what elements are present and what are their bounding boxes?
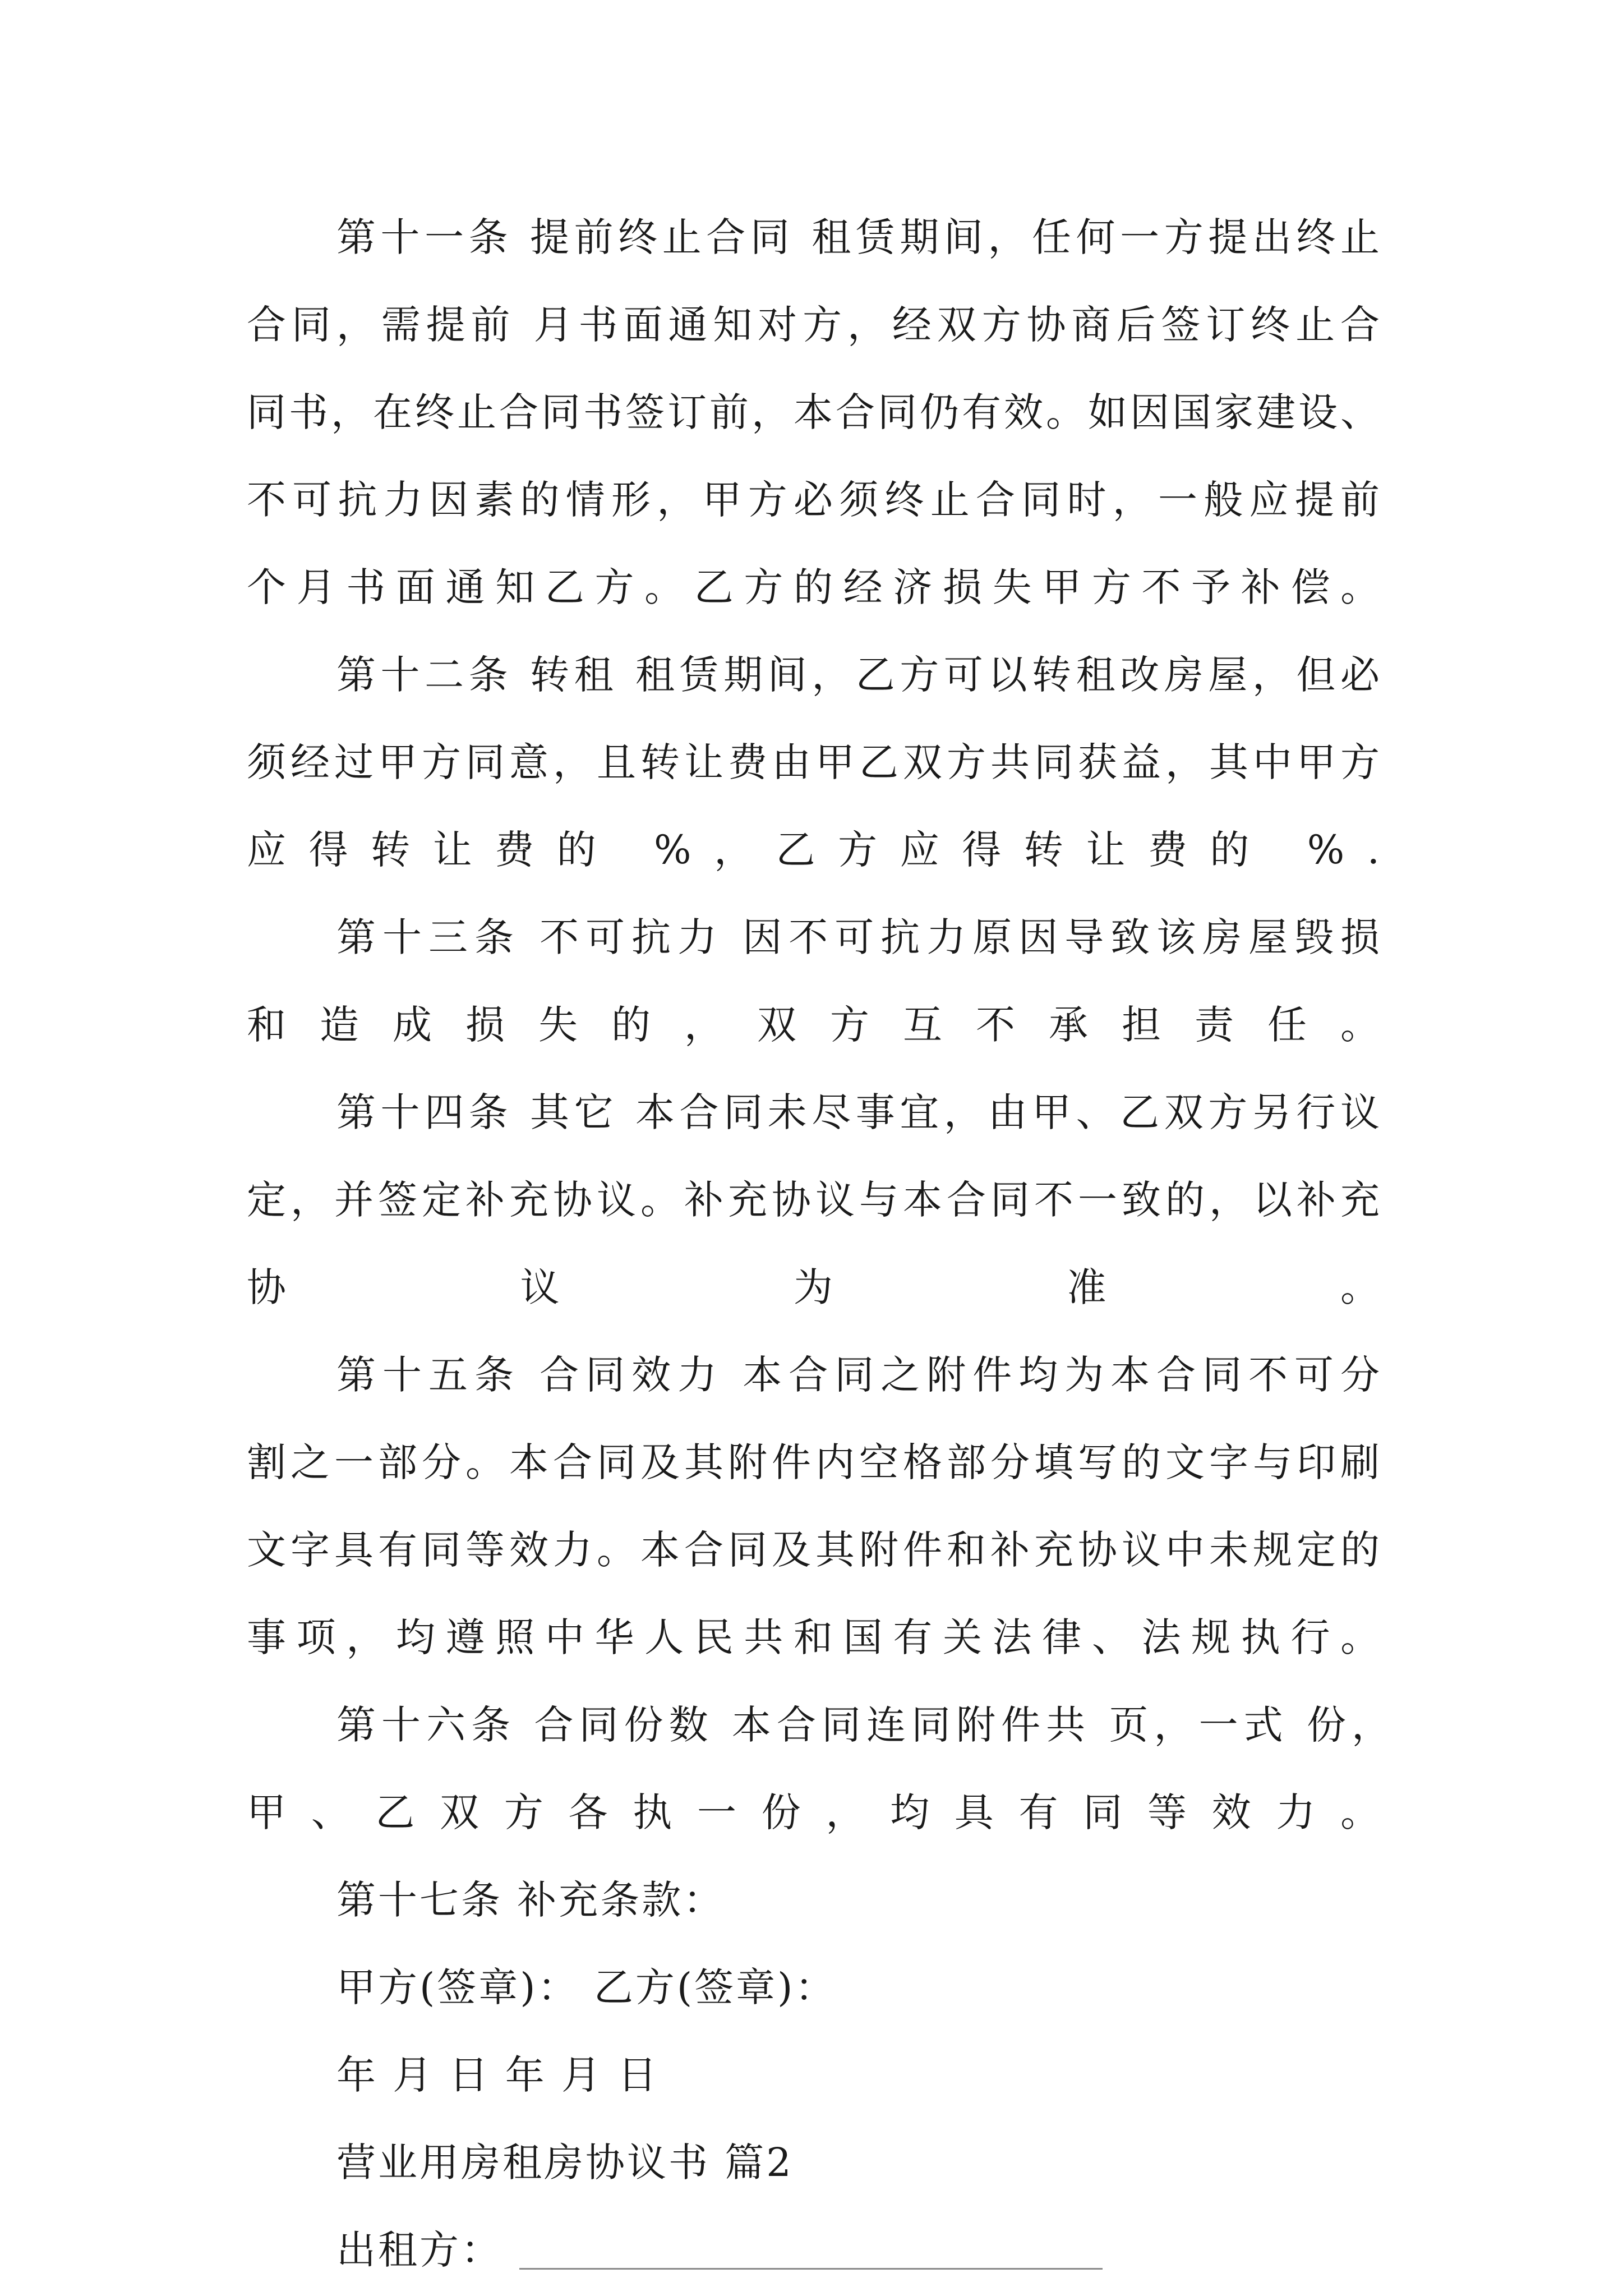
text-line: 第十一条 提前终止合同 租赁期间，任何一方提出终止 xyxy=(336,214,1385,260)
text-line: 第十四条 其它 本合同未尽事宜，由甲、乙双方另行议 xyxy=(336,1089,1385,1135)
text-line: 个月书面通知乙方。乙方的经济损失甲方不予补偿。 xyxy=(247,564,1390,610)
text-line: 同书，在终止合同书签订前，本合同仍有效。如因国家建设、 xyxy=(247,389,1382,435)
text-line: 割之一部分。本合同及其附件内空格部分填写的文字与印刷 xyxy=(247,1439,1384,1485)
text-line: 协议为准。 xyxy=(247,1264,1614,1310)
text-line: 第十五条 合同效力 本合同之附件均为本合同不可分 xyxy=(336,1352,1387,1398)
text-line: 第十七条 补充条款： xyxy=(336,1877,725,1923)
text-line: 应得转让费的 %，乙方应得转让费的 %. xyxy=(247,827,1403,873)
signature-line: 甲方(签章)： 乙方(签章)： xyxy=(336,1964,837,2010)
text-line: 定，并签定补充协议。补充协议与本合同不一致的，以补充 xyxy=(247,1177,1384,1223)
text-line: 须经过甲方同意，且转让费由甲乙双方共同获益，其中甲方 xyxy=(247,739,1384,785)
text-line: 第十六条 合同份数 本合同连同附件共 页，一式 份， xyxy=(336,1702,1397,1748)
section-heading: 营业用房租房协议书 篇2 xyxy=(336,2139,794,2185)
lessor-field xyxy=(336,2227,1103,2273)
text-line: 第十二条 转租 租赁期间，乙方可以转租改房屋，但必 xyxy=(336,652,1385,698)
text-line: 事项，均遵照中华人民共和国有关法律、法规执行。 xyxy=(247,1614,1390,1660)
lessor-label: 出租方： xyxy=(336,2227,502,2273)
lessor-blank-underline xyxy=(519,2232,1103,2270)
text-line: 甲、乙双方各执一份，均具有同等效力。 xyxy=(247,1789,1405,1835)
text-line: 文字具有同等效力。本合同及其附件和补充协议中未规定的 xyxy=(247,1527,1384,1573)
text-line: 第十三条 不可抗力 因不可抗力原因导致该房屋毁损 xyxy=(336,914,1387,960)
text-line: 和造成损失的，双方互不承担责任。 xyxy=(247,1002,1413,1048)
text-line: 不可抗力因素的情形，甲方必须终止合同时，一般应提前 xyxy=(247,477,1386,523)
text-line: 合同，需提前 月书面通知对方，经双方协商后签订终止合 xyxy=(247,302,1385,348)
date-line: 年 月 日 年 月 日 xyxy=(336,2052,660,2098)
